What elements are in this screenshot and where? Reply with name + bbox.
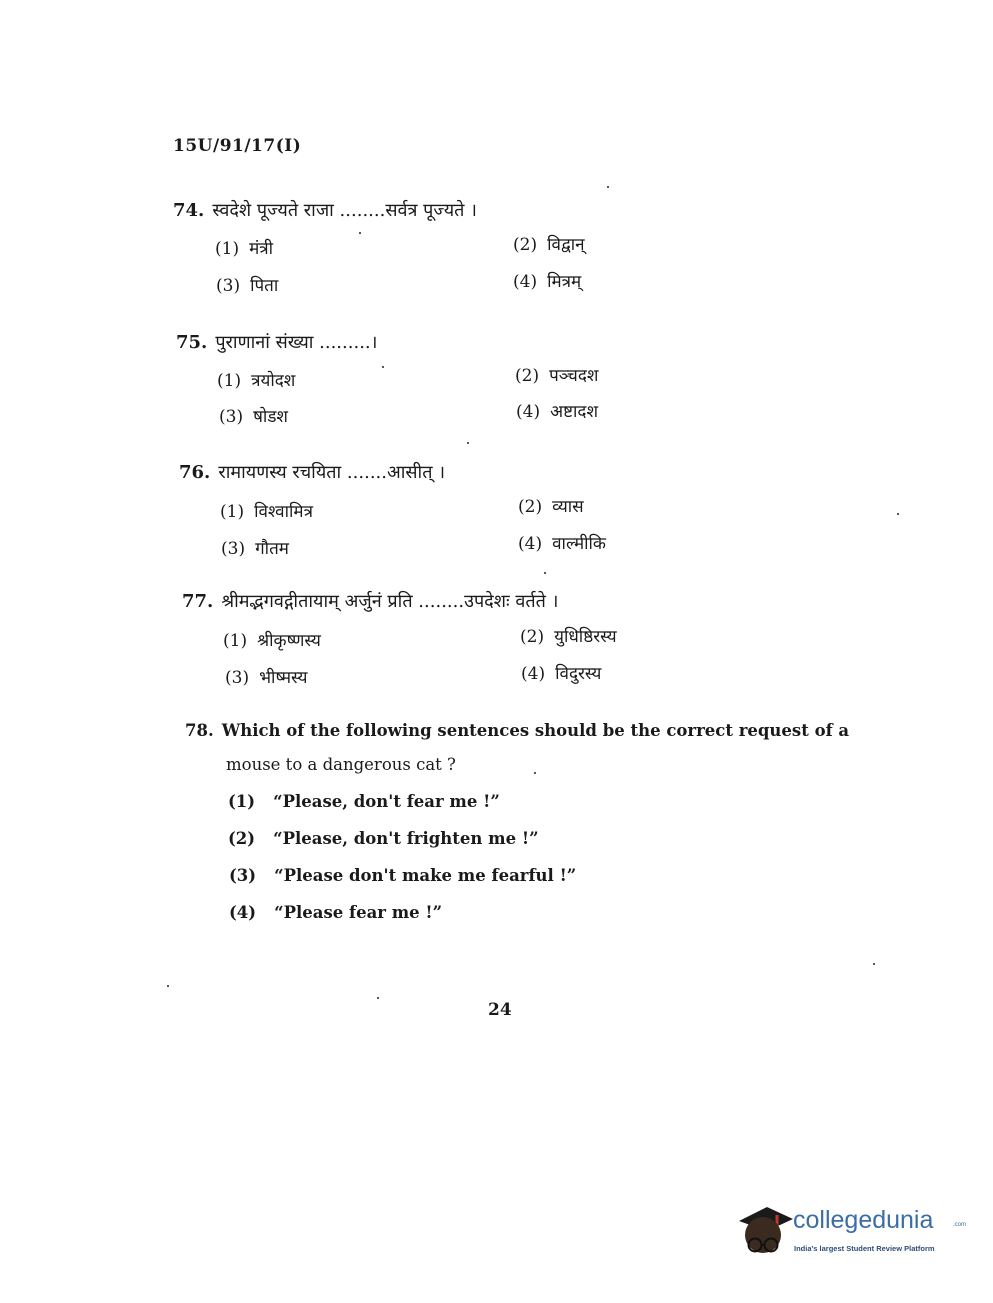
option-number: (3)	[219, 407, 244, 427]
option-text: “Please fear me !”	[274, 903, 443, 922]
option-text: वाल्मीकि	[552, 534, 606, 554]
option-text: मित्रम्	[547, 272, 582, 292]
option-number: (4)	[521, 664, 546, 684]
option-78-2	[228, 822, 539, 856]
scan-speck	[873, 963, 875, 965]
watermark-domain: .com	[953, 1222, 967, 1228]
question-77	[182, 589, 558, 613]
option-text: श्रीकृष्णस्य	[257, 631, 321, 651]
option-76-2	[518, 494, 584, 517]
scan-speck	[534, 772, 536, 774]
question-text: श्रीमद्भगवद्गीतायाम् अर्जुनं प्रति ........उपदेशः वर्तते ।	[221, 591, 559, 612]
option-number: (2)	[520, 627, 545, 647]
scan-speck	[897, 513, 899, 515]
option-text: षोडश	[253, 407, 288, 427]
option-number: (4)	[229, 903, 257, 922]
option-number: (1)	[228, 792, 256, 811]
option-number: (2)	[515, 366, 540, 386]
watermark-tagline: India's largest Student Review Platform	[794, 1244, 935, 1253]
option-75-2	[515, 363, 598, 386]
watermark-brand: collegedunia	[793, 1206, 934, 1234]
option-77-2	[520, 624, 617, 647]
question-number: 75.	[176, 332, 208, 353]
question-text: पुराणानां संख्या .........।	[215, 332, 378, 353]
option-text: “Please, don't fear me !”	[273, 792, 500, 811]
option-text: विदुरस्य	[555, 664, 602, 684]
option-text: त्रयोदश	[251, 371, 296, 391]
question-74	[173, 198, 477, 222]
option-text: विद्वान्	[547, 235, 585, 255]
option-text: विश्वामित्र	[254, 502, 313, 522]
option-text: भीष्मस्य	[259, 668, 308, 688]
option-text: “Please, don't frighten me !”	[273, 829, 539, 848]
option-text: पञ्चदश	[549, 366, 599, 386]
option-77-4	[521, 661, 601, 684]
scan-speck	[607, 186, 609, 188]
option-number: (1)	[217, 371, 242, 391]
question-78	[185, 714, 849, 748]
question-text-line1: Which of the following sentences should be the correct request of a	[221, 721, 850, 740]
option-text: युधिष्ठिरस्य	[554, 627, 617, 647]
option-number: (2)	[513, 235, 538, 255]
option-77-3	[225, 665, 307, 688]
question-75	[176, 330, 377, 354]
option-text: व्यास	[552, 497, 584, 517]
option-number: (3)	[229, 866, 257, 885]
option-number: (4)	[513, 272, 538, 292]
option-number: (3)	[225, 668, 250, 688]
option-74-4	[513, 269, 581, 292]
scan-speck	[467, 442, 469, 444]
option-text: पिता	[250, 276, 279, 296]
scan-speck	[377, 997, 379, 999]
option-number: (1)	[223, 631, 248, 651]
option-76-3	[221, 536, 289, 559]
option-number: (3)	[216, 276, 241, 296]
question-number: 78.	[185, 721, 214, 740]
paper-code: 15U/91/17(I)	[173, 136, 302, 156]
question-text: स्वदेशे पूज्यते राजा ........सर्वत्र पूज्यते ।	[212, 200, 477, 221]
page-number: 24	[488, 1000, 512, 1020]
option-number: (1)	[215, 239, 240, 259]
option-74-3	[216, 273, 278, 296]
option-76-4	[518, 531, 606, 554]
option-74-1	[215, 236, 273, 259]
option-78-1	[228, 785, 500, 819]
option-number: (2)	[228, 829, 256, 848]
question-text: रामायणस्य रचयिता .......आसीत् ।	[218, 462, 446, 483]
scan-speck	[382, 366, 384, 368]
option-78-4	[229, 896, 442, 930]
question-number: 77.	[182, 591, 214, 612]
option-74-2	[513, 232, 585, 255]
option-75-3	[219, 404, 288, 427]
option-78-3	[229, 859, 576, 893]
question-number: 74.	[173, 200, 205, 221]
option-75-4	[516, 399, 598, 422]
question-number: 76.	[179, 462, 211, 483]
option-number: (1)	[220, 502, 245, 522]
scan-speck	[167, 985, 169, 987]
option-text: गौतम	[255, 539, 289, 559]
scan-speck	[359, 232, 361, 234]
option-number: (3)	[221, 539, 246, 559]
question-76	[179, 460, 445, 484]
scan-speck	[544, 572, 546, 574]
option-text: अष्टादश	[550, 402, 598, 422]
option-77-1	[223, 628, 321, 651]
option-number: (2)	[518, 497, 543, 517]
option-number: (4)	[518, 534, 543, 554]
option-76-1	[220, 499, 313, 522]
option-75-1	[217, 368, 295, 391]
question-78-line2: mouse to a dangerous cat ?	[226, 755, 456, 774]
option-number: (4)	[516, 402, 541, 422]
option-text: “Please don't make me fearful !”	[274, 866, 577, 885]
option-text: मंत्री	[249, 239, 274, 259]
